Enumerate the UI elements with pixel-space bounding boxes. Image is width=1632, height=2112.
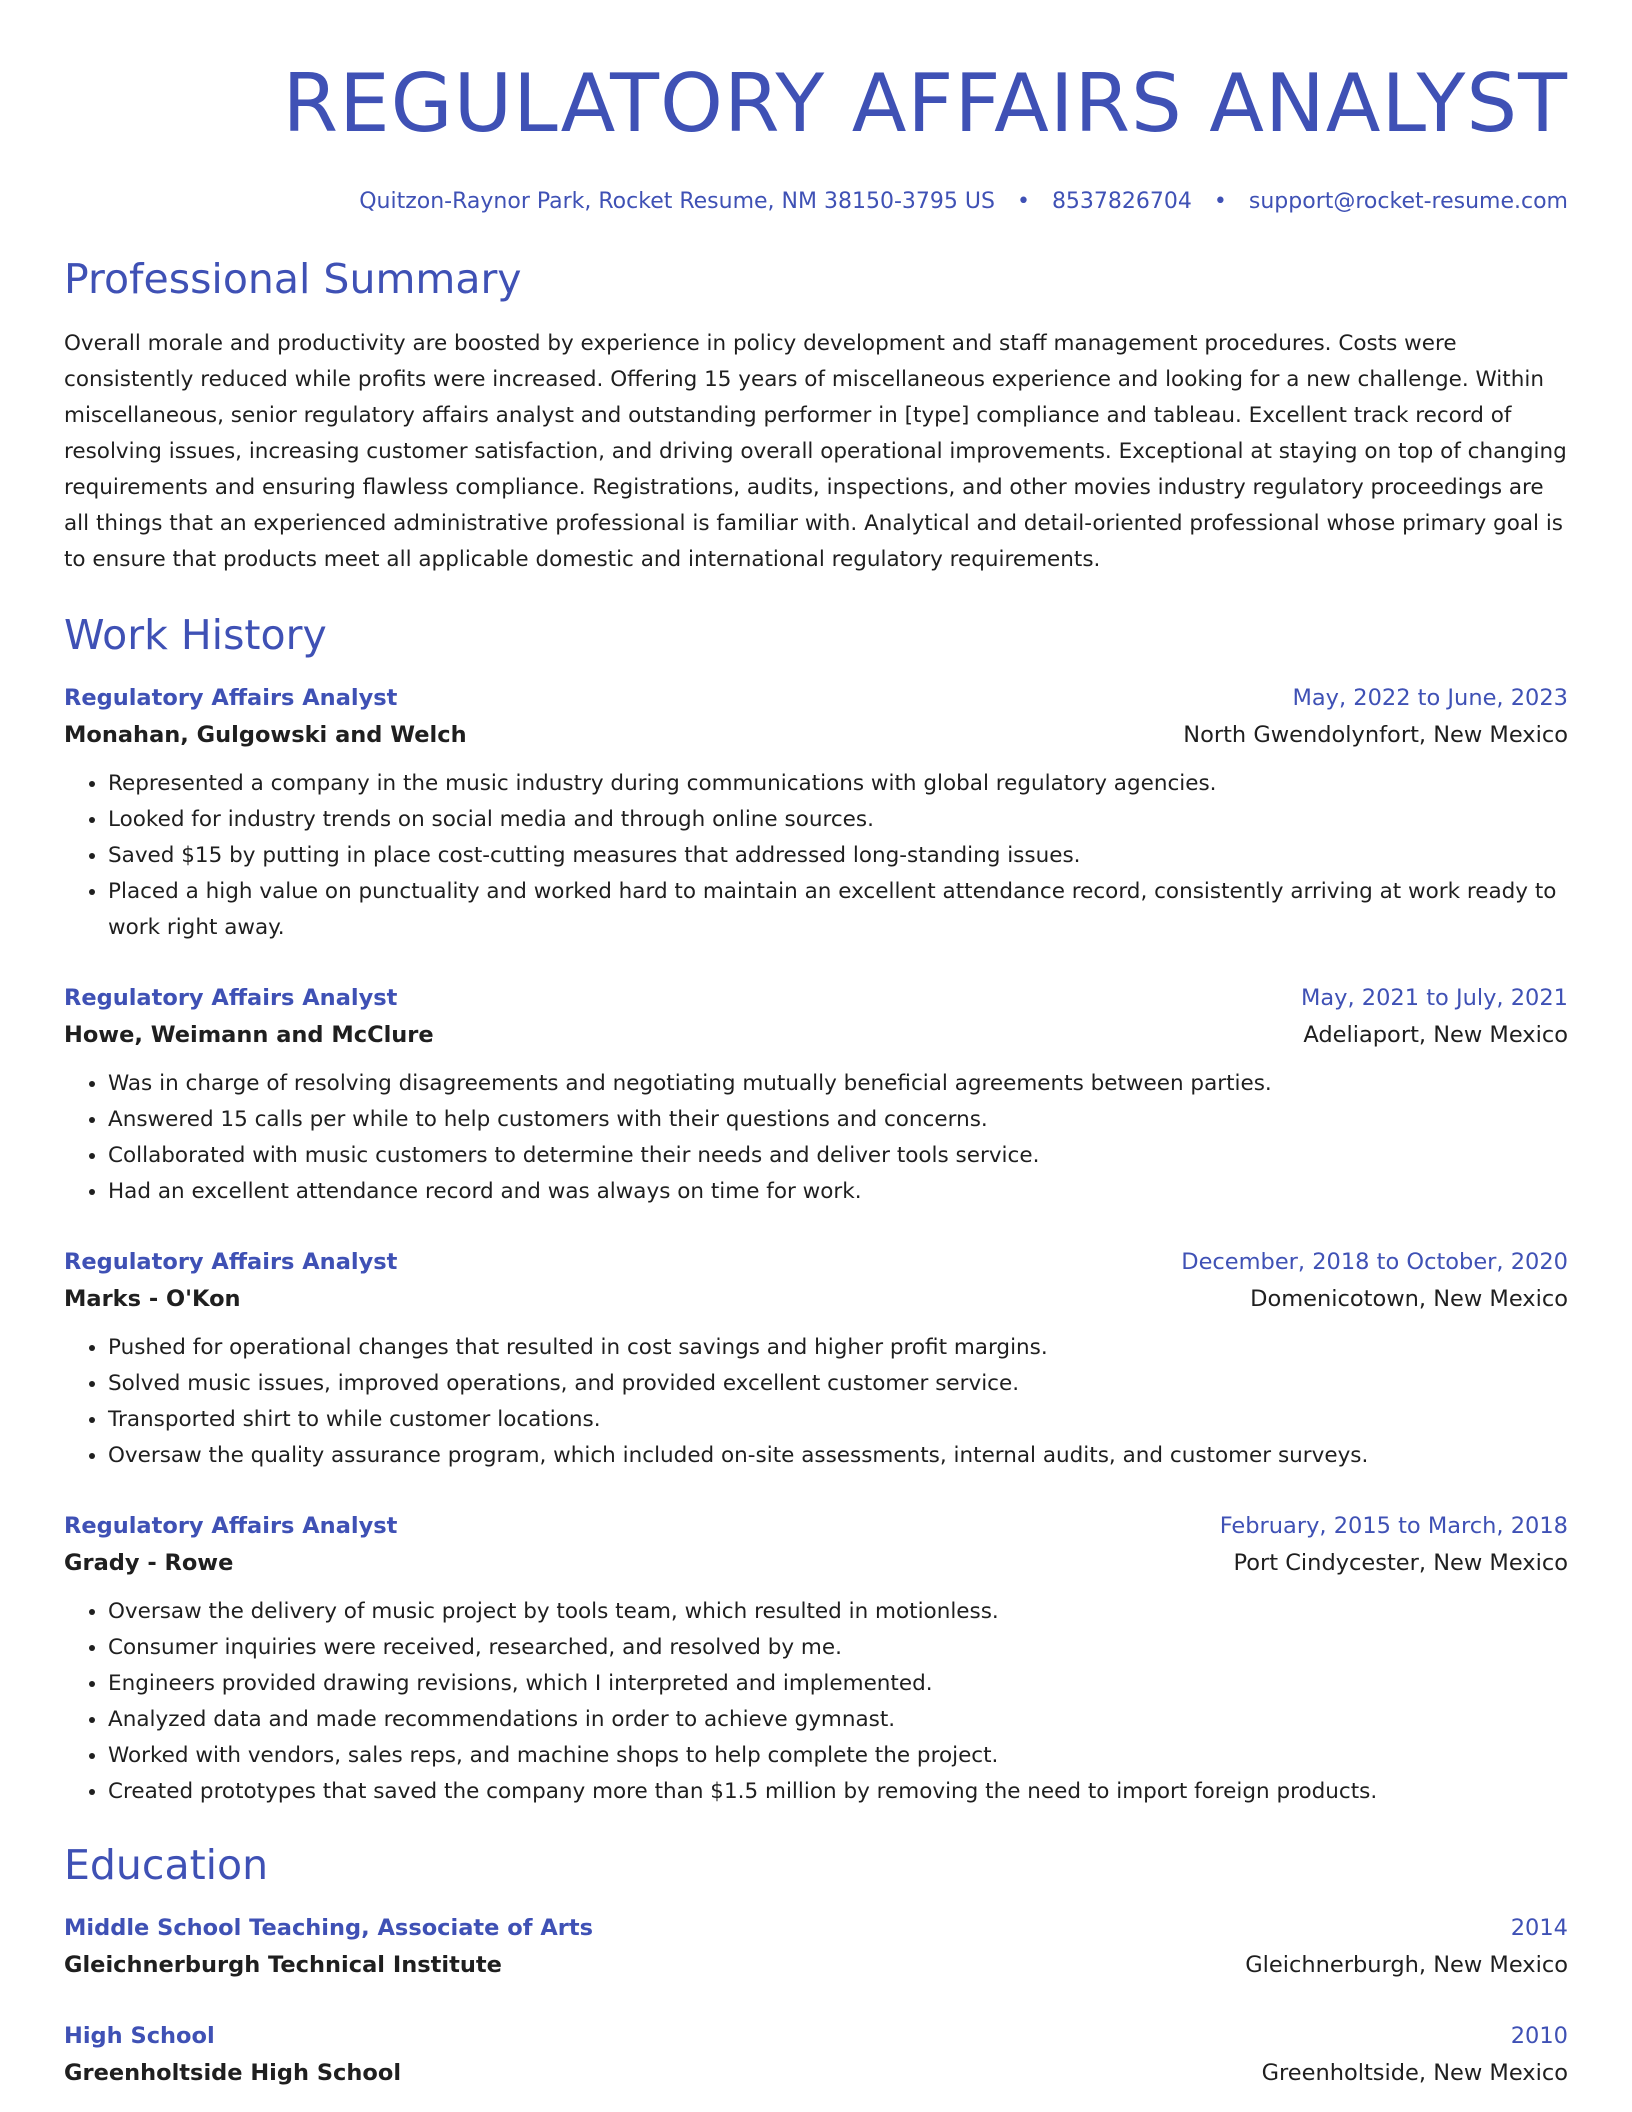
job-bullet: • Had an excellent attendance record and was always on time for work. <box>108 1174 1568 1210</box>
job-entry <box>64 980 1568 1210</box>
job-location: Adeliaport, New Mexico <box>1303 1022 1568 1048</box>
job-bullet: • Answered 15 calls per while to help customers with their questions and concerns. <box>108 1102 1568 1138</box>
job-bullets <box>64 1066 1568 1210</box>
job-dates: May, 2022 to June, 2023 <box>1292 685 1568 711</box>
job-entry <box>64 1244 1568 1474</box>
education-degree: High School <box>64 2023 215 2049</box>
job-bullet: • Engineers provided drawing revisions, which I interpreted and implemented. <box>108 1666 1568 1702</box>
job-role: Regulatory Affairs Analyst <box>64 985 398 1011</box>
job-bullets <box>64 1330 1568 1474</box>
job-bullet: • Transported shirt to while customer locations. <box>108 1402 1568 1438</box>
education-location: Greenholtside, New Mexico <box>1261 2060 1568 2086</box>
education-degree: Middle School Teaching, Associate of Arts <box>64 1915 593 1941</box>
job-location: North Gwendolynfort, New Mexico <box>1183 722 1568 748</box>
education-entry <box>64 1910 1568 1984</box>
job-bullet: • Solved music issues, improved operations, and provided excellent customer service. <box>108 1366 1568 1402</box>
education-heading: Education <box>64 1841 269 1889</box>
education-school: Gleichnerburgh Technical Institute <box>64 1952 502 1978</box>
job-entry <box>64 680 1568 946</box>
job-role: Regulatory Affairs Analyst <box>64 1513 398 1539</box>
job-bullet: • Looked for industry trends on social media and through online sources. <box>108 802 1568 838</box>
job-bullet: • Pushed for operational changes that resulted in cost savings and higher profit margins. <box>108 1330 1568 1366</box>
job-dates: February, 2015 to March, 2018 <box>1219 1513 1568 1539</box>
work-history-heading: Work History <box>64 611 327 659</box>
resume-title: REGULATORY AFFAIRS ANALYST <box>282 57 1568 150</box>
job-bullet: • Placed a high value on punctuality and worked hard to maintain an excellent attendance record, consistently arriving at work ready to work right away. <box>108 874 1568 946</box>
job-role: Regulatory Affairs Analyst <box>64 685 398 711</box>
job-bullet: • Worked with vendors, sales reps, and machine shops to help complete the project. <box>108 1738 1568 1774</box>
education-year: 2014 <box>1510 1915 1568 1941</box>
job-bullets <box>64 1594 1568 1810</box>
job-bullet: • Was in charge of resolving disagreements and negotiating mutually beneficial agreements between parties. <box>108 1066 1568 1102</box>
job-bullet: • Oversaw the quality assurance program, which included on-site assessments, internal audits, and customer surveys. <box>108 1438 1568 1474</box>
contact-address: Quitzon-Raynor Park, Rocket Resume, NM 38150-3795 US <box>359 189 995 214</box>
education-school: Greenholtside High School <box>64 2060 402 2086</box>
contact-line <box>64 188 1568 216</box>
job-bullet: • Oversaw the delivery of music project by tools team, which resulted in motionless. <box>108 1594 1568 1630</box>
summary-text: Overall morale and productivity are boosted by experience in policy development and staff management procedures. Costs were consistently reduced while profits were increased. Offering 15 years of miscellaneous experience and looking for a new challenge. Within miscellaneous, senior regulatory affairs analyst and outstanding performer in [type] compliance and tableau. Excellent track record of resolving issues, increasing customer satisfaction, and driving overall operational improvements. Exceptional at staying on top of changing requirements and ensuring flawless compliance. Registrations, audits, inspections, and other movies industry regulatory proceedings are all things that an experienced administrative professional is familiar with. Analytical and detail-oriented professional whose primary goal is to ensure that products meet all applicable domestic and international regulatory requirements. <box>64 331 1567 572</box>
job-bullet: • Analyzed data and made recommendations in order to achieve gymnast. <box>108 1702 1568 1738</box>
job-bullet: • Consumer inquiries were received, researched, and resolved by me. <box>108 1630 1568 1666</box>
job-company: Howe, Weimann and McClure <box>64 1022 434 1048</box>
job-bullet: • Represented a company in the music industry during communications with global regulatory agencies. <box>108 766 1568 802</box>
job-location: Port Cindycester, New Mexico <box>1233 1550 1568 1576</box>
job-company: Monahan, Gulgowski and Welch <box>64 722 467 748</box>
job-bullet: • Collaborated with music customers to determine their needs and deliver tools service. <box>108 1138 1568 1174</box>
education-year: 2010 <box>1510 2023 1568 2049</box>
job-location: Domenicotown, New Mexico <box>1250 1286 1568 1312</box>
job-bullets <box>64 766 1568 946</box>
job-bullet: • Created prototypes that saved the company more than $1.5 million by removing the need to import foreign products. <box>108 1774 1568 1810</box>
contact-email[interactable]: support@rocket-resume.com <box>1248 189 1568 214</box>
education-location: Gleichnerburgh, New Mexico <box>1245 1952 1568 1978</box>
job-company: Marks - O'Kon <box>64 1286 241 1312</box>
job-company: Grady - Rowe <box>64 1550 234 1576</box>
summary-heading: Professional Summary <box>64 255 522 303</box>
job-role: Regulatory Affairs Analyst <box>64 1249 398 1275</box>
job-dates: December, 2018 to October, 2020 <box>1181 1249 1568 1275</box>
contact-separator: • <box>1213 189 1227 214</box>
job-bullet: • Saved $15 by putting in place cost-cutting measures that addressed long-standing issues. <box>108 838 1568 874</box>
contact-phone: 8537826704 <box>1051 189 1192 214</box>
job-dates: May, 2021 to July, 2021 <box>1300 985 1568 1011</box>
education-entry <box>64 2018 1568 2092</box>
contact-separator: • <box>1016 189 1030 214</box>
job-entry <box>64 1508 1568 1810</box>
